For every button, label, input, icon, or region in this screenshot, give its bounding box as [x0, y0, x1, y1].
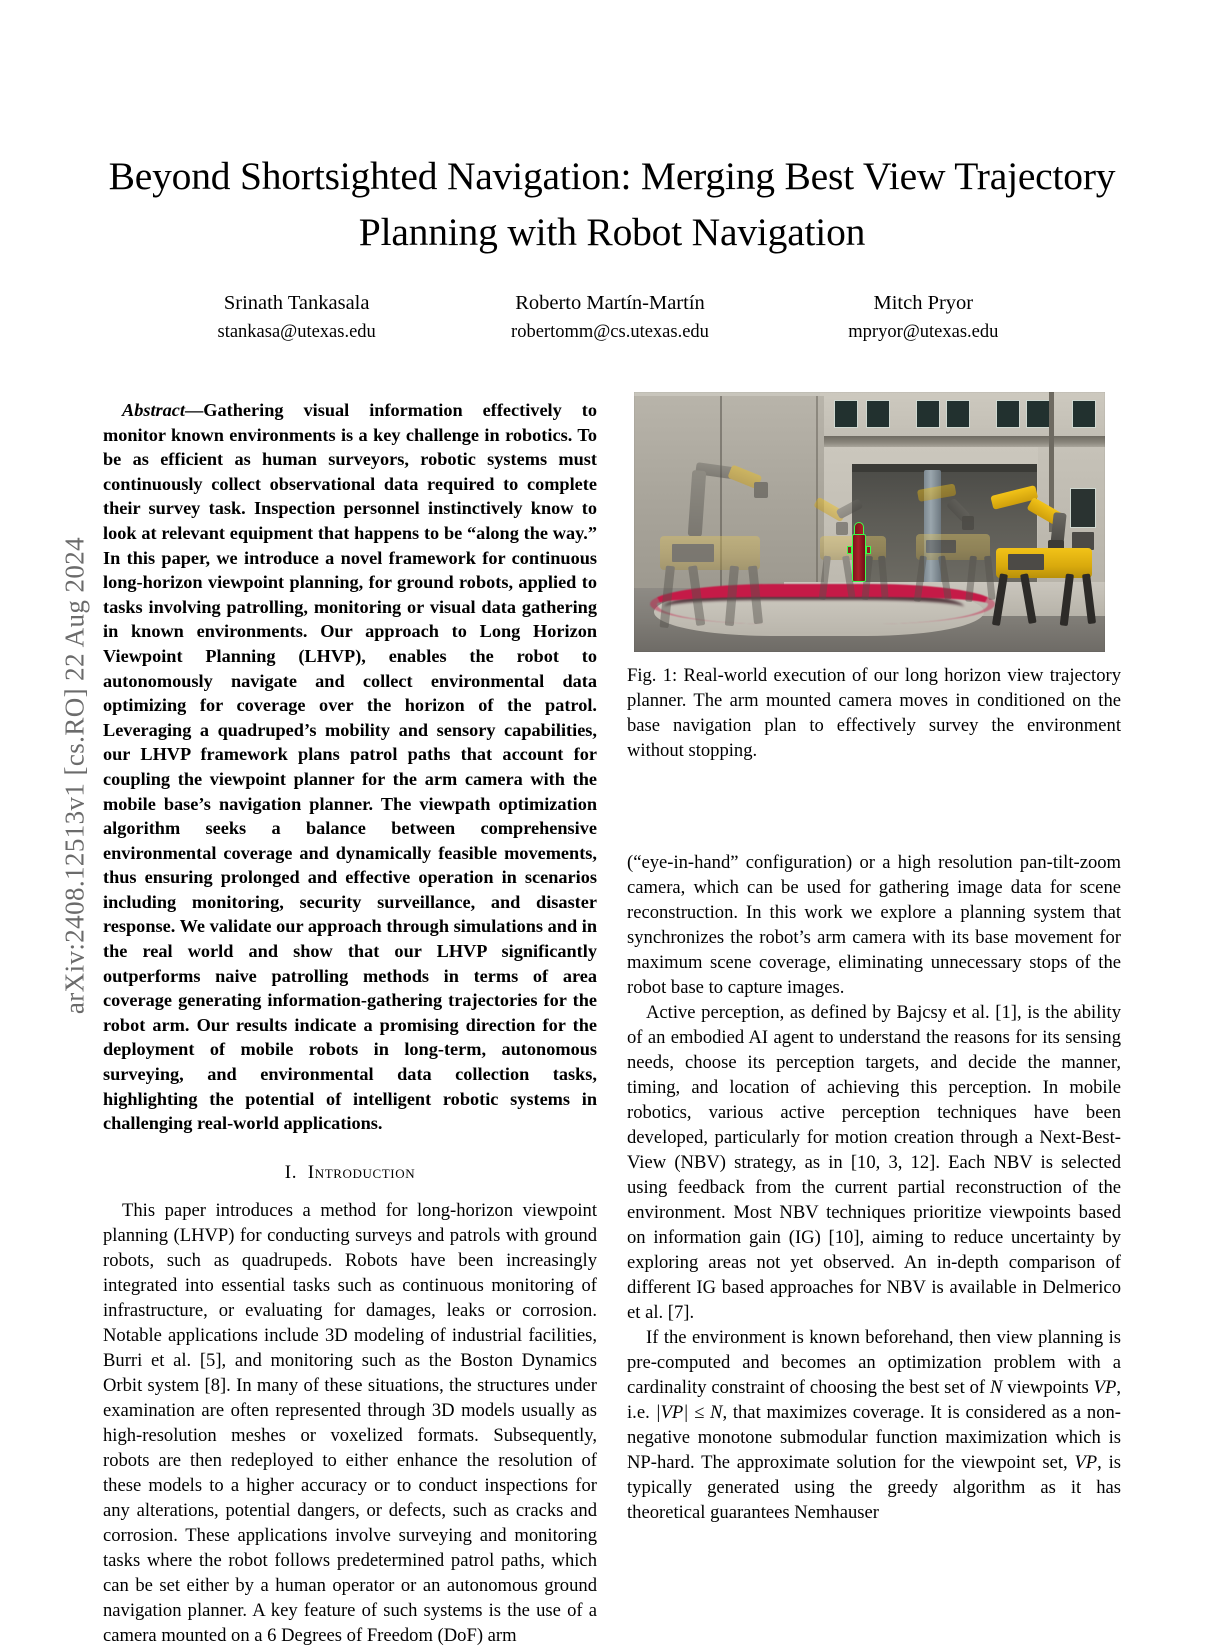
column-right: [627, 392, 1121, 1525]
p4-math-vp2: VP: [1074, 1452, 1098, 1473]
abstract-label: Abstract: [122, 400, 185, 420]
abstract-dash: —: [184, 400, 204, 420]
intro-paragraph-4: [627, 1325, 1121, 1525]
author-name: Roberto Martín-Martín: [515, 292, 705, 314]
p4-part3: , i.e.: [627, 1377, 1122, 1423]
p4-math-vp: VP: [1093, 1377, 1117, 1398]
figure-label: Fig. 1:: [627, 665, 678, 686]
intro-paragraph-2-continued: (“eye-in-hand” configuration) or a high resolution pan-tilt-zoom camera, which can be used for gathering image data for scene reconstruction. In this work we explore a planning system that synchronizes the robot’s arm camera with its base movement for maximum scene coverage, eliminating unnecessary stops of the robot base to capture images.: [627, 852, 1121, 998]
p4-part1: If the environment is known beforehand, then view planning is pre-computed and becomes an optimization problem with a cardinality constraint of choosing the best set of: [627, 1327, 1121, 1398]
author-entry: [453, 288, 766, 347]
author-list: [140, 288, 1080, 347]
author-name: Mitch Pryor: [873, 292, 974, 314]
page-title: Beyond Shortsighted Navigation: Merging Best View Trajectory Planning with Robot Navigation: [108, 154, 1116, 255]
title-block: [103, 148, 1121, 260]
author-entry: [140, 288, 453, 347]
p4-math-n: N: [989, 1377, 1003, 1398]
p4-part2: viewpoints: [1002, 1377, 1094, 1398]
section-numeral: I.: [284, 1161, 298, 1183]
intro-paragraph-1: This paper introduces a method for long-horizon viewpoint planning (LHVP) for conducting surveys and patrols with ground robots, such as quadrupeds. Robots have been increasingly integrated into essential tasks such as continuous monitoring of infrastructure, or evaluating for damages, leaks or corrosion. Notable applications include 3D modeling of industrial facilities, Burri et al. [5], and monitoring such as the Boston Dynamics Orbit system [8]. In many of these situations, the structures under examination are often represented through 3D models usually as high-resolution meshes or voxelized formats. Subsequently, robots are then redeployed to either enhance the resolution of these models to a higher accuracy or to conduct inspections for any alterations, potential dangers, or defects, such as cracks and corrosion. These applications involve surveying and monitoring tasks where the robot follows predetermined patrol paths, which can be set either by a human operator or an autonomous ground navigation planner. A key feature of such systems is the use of a camera mounted on a 6 Degrees of Freedom (DoF) arm: [103, 1199, 597, 1646]
p4-math-inequality: |VP| ≤ N: [655, 1402, 723, 1423]
section-title: Introduction: [307, 1161, 416, 1183]
abstract-paragraph: [103, 398, 597, 1136]
column-left: [103, 398, 597, 1648]
figure-spacer: [627, 392, 1121, 850]
abstract-text: Gathering visual information effectively to monitor known environments is a key challenge in robotics. To be as efficient as human surveyors, robotic systems must continuously collect observational data required to complete their survey task. Inspection personnel instinctively know to look at relevant equipment that happens to be “along the way.” In this paper, we introduce a novel framework for continuous long-horizon viewpoint planning, for ground robots, applied to tasks involving patrolling, monitoring or visual data gathering in known environments. Our approach to Long Horizon Viewpoint Planning (LHVP), enables the robot to autonomously navigate and collect environmental data optimizing for coverage over the horizon of the patrol. Leveraging a quadruped’s mobility and sensory capabilities, our LHVP framework plans patrol paths that account for coupling the viewpoint planner for the arm camera with the mobile base’s navigation planner. The viewpath optimization algorithm seeks a balance between comprehensive environmental coverage and dynamically feasible movements, thus ensuring prolonged and effective operation in scenarios including monitoring, security surveillance, and disaster response. We validate our approach through simulations and in the real world and show that our LHVP significantly outperforms naive patrolling methods in terms of area coverage generating information-gathering trajectories for the robot arm. Our results indicate a promising direction for the deployment of mobile robots in long-term, autonomous surveying, and environmental data collection tasks, highlighting the potential of intelligent robotic systems in challenging real-world applications.: [103, 400, 597, 1134]
arxiv-identifier-stamp: arXiv:2408.12513v1 [cs.RO] 22 Aug 2024: [59, 536, 90, 1015]
author-name: Srinath Tankasala: [223, 292, 370, 314]
author-email[interactable]: stankasa@utexas.edu: [217, 321, 376, 342]
figure-caption-text: Real-world execution of our long horizon view trajectory planner. The arm mounted camera moves in conditioned on the base navigation plan to effectively survey the environment without stopping.: [627, 665, 1121, 761]
section-heading-introduction: [103, 1162, 597, 1184]
author-entry: [767, 288, 1080, 347]
author-email[interactable]: robertomm@cs.utexas.edu: [511, 321, 709, 342]
p4-part5: , is typically generated using the greedy algorithm as it has theoretical guarantees Nemhauser: [627, 1452, 1121, 1523]
author-email[interactable]: mpryor@utexas.edu: [848, 321, 999, 342]
intro-paragraph-3: Active perception, as defined by Bajcsy et al. [1], is the ability of an embodied AI agent to understand the reasons for its sensing needs, choose its perception targets, and decide the manner, timing, and location of achieving this perception. In mobile robotics, various active perception techniques have been developed, particularly for motion creation through a Next-Best-View (NBV) strategy, as in [10, 3, 12]. Each NBV is selected using feedback from the current partial reconstruction of the environment. Most NBV techniques prioritize viewpoints based on information gain (IG) [10], aiming to reduce uncertainty by exploring areas not yet observed. An in-depth comparison of different IG based approaches for NBV is available in Delmerico et al. [7].: [627, 1002, 1121, 1323]
p4-part4: , that maximizes coverage. It is considered as a non-negative monotone submodular function maximization which is NP-hard. The approximate solution for the viewpoint set,: [627, 1402, 1121, 1473]
